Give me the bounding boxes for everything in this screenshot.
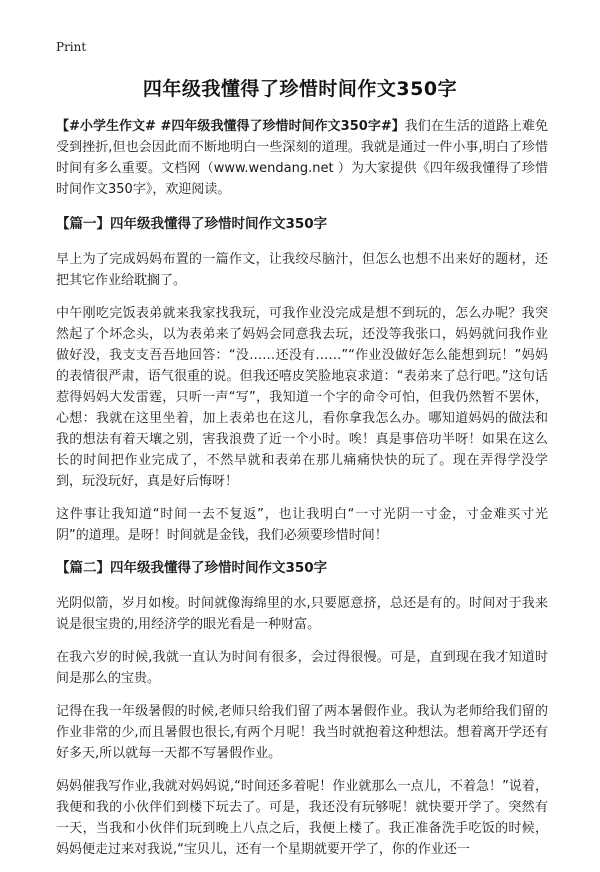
intro-text: 我们在生活的道路上难免受到挫折,但也会因此而不断地明白一些深刻的道理。我就是通过一件小事,明白了珍惜时间有多么重要。文档网（www.wendang.net ）为大家提供《四年级我懂得了珍惜时间作文350字》，欢迎阅读。	[56, 119, 548, 197]
paragraph: 记得在我一年级暑假的时候,老师只给我们留了两本暑假作业。我认为老师给我们留的作业非常的少,而且暑假也很长,有两个月呢！我当时就抱着这种想法。想着离开学还有好多天,所以就每一天都不写暑假作业。	[56, 704, 548, 761]
intro-tags: 【#小学生作文# #四年级我懂得了珍惜时间作文350字#】	[56, 119, 405, 134]
section-heading: 【篇一】四年级我懂得了珍惜时间作文350字	[56, 216, 328, 232]
paragraph: 光阴似箭，岁月如梭。时间就像海绵里的水,只要愿意挤，总还是有的。时间对于我来说是很宝贵的,用经济学的眼光看是一种财富。	[56, 596, 548, 632]
paragraph: 早上为了完成妈妈布置的一篇作文，让我绞尽脑汁，但怎么也想不出来好的题材，还把其它作业给耽搁了。	[56, 252, 548, 288]
section-heading: 【篇二】四年级我懂得了珍惜时间作文350字	[56, 560, 328, 576]
paragraph: 妈妈催我写作业,我就对妈妈说,“时间还多着呢！作业就那么一点儿，不着急！”说着，我便和我的小伙伴们到楼下玩去了。可是，我还没有玩够呢！就快要开学了。突然有一天，当我和小伙伴们玩到晚上八点之后，我便上楼了。我正准备洗手吃饭的时候，妈妈便走过来对我说,“宝贝儿，还有一个星期就要开学了，你的作业还一	[56, 779, 548, 857]
intro-paragraph	[56, 116, 548, 200]
paragraph: 中午刚吃完饭表弟就来我家找我玩，可我作业没完成是想不到玩的，怎么办呢？我突然起了个坏念头，以为表弟来了妈妈会同意我去玩，还没等我张口，妈妈就问我作业做好没，我支支吾吾地回答：“没……还没有……”“作业没做好怎么能想到玩！”妈妈的表情很严肃，语气很重的说。但我还嘻皮笑脸地哀求道：“表弟来了总行吧。”这句话惹得妈妈大发雷霆，只听一声“写”，我知道一个字的命令可怕，但我仍然暂不罢休，心想：我就在这里坐着，加上表弟也在这儿，看你拿我怎么办。哪知道妈妈的做法和我的想法有着天壤之别，害我浪费了近一个小时。唉！真是事倍功半呀！如果在这么长的时间把作业完成了，不然早就和表弟在那儿痛痛快快的玩了。现在弄得学没学到，玩没玩好，真是好后悔呀！	[56, 306, 548, 489]
paragraph: 在我六岁的时候,我就一直认为时间有很多，会过得很慢。可是，直到现在我才知道时间是那么的宝贵。	[56, 650, 548, 686]
paragraph: 这件事让我知道“时间一去不复返”，也让我明白“一寸光阴一寸金，寸金难买寸光阴”的道理。是呀！时间就是金钱，我们必须要珍惜时间！	[56, 507, 548, 543]
page-title: 四年级我懂得了珍惜时间作文350字	[142, 78, 458, 100]
print-label: Print	[56, 40, 87, 54]
article-body	[56, 116, 548, 872]
